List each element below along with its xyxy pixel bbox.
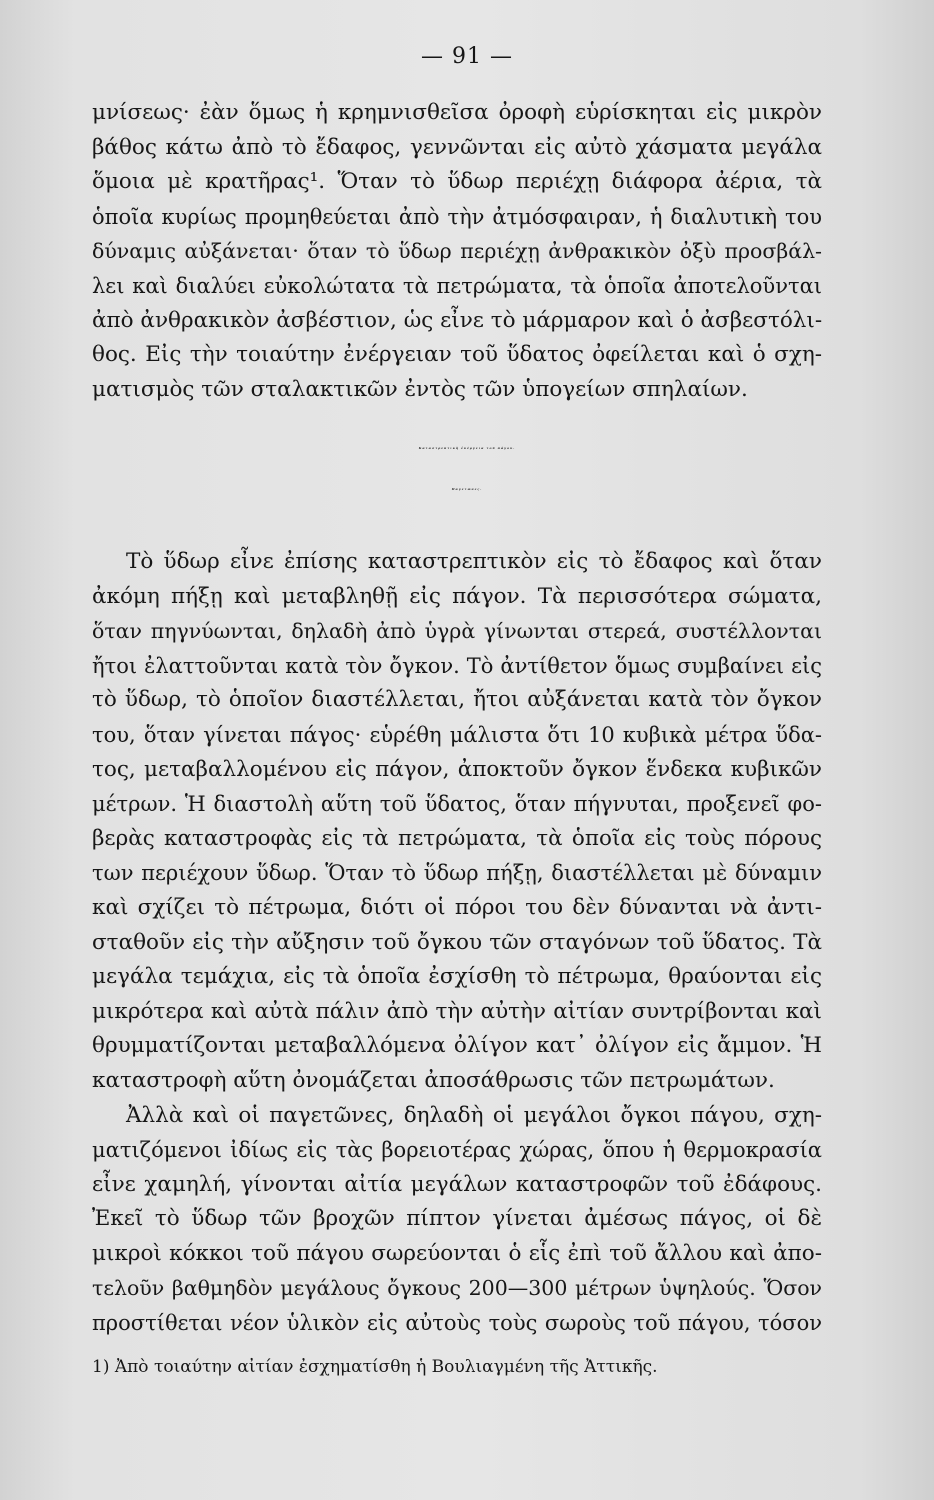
text-line: ἀκόμη πήξῃ καὶ μεταβληθῇ εἰς πάγον. Τὰ περισσότερα σώματα, (92, 583, 822, 609)
text-line: τος, μεταβαλλομένου εἰς πάγον, ἀποκτοῦν ὄγκον ἕνδεκα κυβικῶν (92, 756, 822, 782)
text-line: ἀπὸ ἀνθρακικὸν ἀσβέστιον, ὡς εἶνε τὸ μάρμαρον καὶ ὁ ἀσβεστόλι- (92, 307, 823, 333)
text-line: μέτρων. Ἡ διαστολὴ αὕτη τοῦ ὕδατος, ὅταν πήγνυται, προξενεῖ φο- (92, 792, 822, 817)
text-line: θρυμματίζονται μεταβαλλόμενα ὀλίγον κατ᾽ ὀλίγον εἰς ἄμμον. Ἡ (92, 1033, 822, 1059)
paragraph-2-and-3 (92, 545, 822, 1341)
text-line: τελοῦν βαθμηδὸν μεγάλους ὄγκους 200—300 μέτρων ὑψηλούς. Ὅσον (92, 1276, 822, 1301)
section-subheading: Παγετῶνες. (451, 487, 483, 491)
text-line: ματισμὸς τῶν σταλακτικῶν ἐντὸς τῶν ὑπογείων σπηλαίων. (92, 376, 748, 402)
text-line: των περιέχουν ὕδωρ. Ὅταν τὸ ὕδωρ πήξῃ, διαστέλλεται μὲ δύναμιν (92, 861, 822, 886)
text-line: Τὸ ὕδωρ εἶνε ἐπίσης καταστρεπτικὸν εἰς τὸ ἔδαφος καὶ ὅταν (126, 549, 822, 574)
text-line: τὸ ὕδωρ, τὸ ὁποῖον διαστέλλεται, ἤτοι αὐξάνεται κατὰ τὸν ὄγκον (92, 687, 822, 713)
text-line: μικρότερα καὶ αὐτὰ πάλιν ἀπὸ τὴν αὐτὴν αἰτίαν συντρίβονται καὶ (92, 998, 822, 1024)
text-line: θος. Εἰς τὴν τοιαύτην ἐνέργειαν τοῦ ὕδατος ὀφείλεται καὶ ὁ σχη- (92, 342, 822, 368)
text-line: ματιζόμενοι ἰδίως εἰς τὰς βορειοτέρας χώρας, ὅπου ἡ θερμοκρασία (92, 1138, 822, 1163)
text-line: μνίσεως· ἐὰν ὅμως ἡ κρημνισθεῖσα ὀροφὴ εὑρίσκηται εἰς μικρὸν (92, 100, 822, 125)
text-line: καὶ σχίζει τὸ πέτρωμα, διότι οἱ πόροι του δὲν δύνανται νὰ ἀντι- (92, 894, 822, 920)
text-line: μεγάλα τεμάχια, εἰς τὰ ὁποῖα ἐσχίσθη τὸ πέτρωμα, θραύονται εἰς (92, 964, 822, 990)
text-line: προστίθεται νέον ὑλικὸν εἰς αὐτοὺς τοὺς σωροὺς τοῦ πάγου, τόσον (92, 1311, 822, 1336)
text-line: Ἀλλὰ καὶ οἱ παγετῶνες, δηλαδὴ οἱ μεγάλοι ὄγκοι πάγου, σχη- (126, 1102, 822, 1128)
text-line: Ἐκεῖ τὸ ὕδωρ τῶν βροχῶν πίπτον γίνεται ἀμέσως πάγος, οἱ δὲ (92, 1206, 822, 1232)
text-line: καταστροφὴ αὕτη ὀνομάζεται ἀποσάθρωσις τῶν πετρωμάτων. (92, 1067, 775, 1093)
paragraph-1 (92, 96, 822, 407)
footnote: 1) Ἀπὸ τοιαύτην αἰτίαν ἐσχηματίσθη ἡ Βουλιαγμένη τῆς Ἀττικῆς. (92, 1357, 658, 1377)
text-line: ὅταν πηγνύωνται, δηλαδὴ ἀπὸ ὑγρὰ γίνωνται στερεά, συστέλλονται (92, 619, 822, 644)
page-number: — 91 — (421, 44, 513, 69)
text-line: βάθος κάτω ἀπὸ τὸ ἔδαφος, γεννῶνται εἰς αὐτὸ χάσματα μεγάλα (92, 134, 822, 160)
text-line: ὅμοια μὲ κρατῆρας¹. Ὅταν τὸ ὕδωρ περιέχῃ διάφορα ἀέρια, τὰ (92, 169, 822, 195)
text-line: σταθοῦν εἰς τὴν αὔξησιν τοῦ ὄγκου τῶν σταγόνων τοῦ ὕδατος. Τὰ (92, 929, 822, 955)
text-line: ἤτοι ἐλαττοῦνται κατὰ τὸν ὄγκον. Τὸ ἀντίθετον ὅμως συμβαίνει εἰς (92, 653, 822, 678)
text-line: μικροὶ κόκκοι τοῦ πάγου σωρεύονται ὁ εἷς ἐπὶ τοῦ ἄλλου καὶ ἀπο- (92, 1240, 822, 1266)
text-line: του, ὅταν γίνεται πάγος· εὑρέθη μάλιστα ὅτι 10 κυβικὰ μέτρα ὕδα- (92, 722, 822, 747)
text-line: δύναμις αὐξάνεται· ὅταν τὸ ὕδωρ περιέχῃ ἀνθρακικὸν ὀξὺ προσβάλ- (92, 239, 822, 264)
text-line: ὁποῖα κυρίως προμηθεύεται ἀπὸ τὴν ἀτμόσφαιραν, ἡ διαλυτικὴ του (92, 204, 822, 229)
text-line: εἶνε χαμηλή, γίνονται αἰτία μεγάλων καταστροφῶν τοῦ ἐδάφους. (92, 1171, 822, 1197)
section-heading: Καταστρεπτικὴ ἐνέργεια τοῦ πάγου. (418, 446, 516, 450)
text-line: βερὰς καταστροφὰς εἰς τὰ πετρώματα, τὰ ὁποῖα εἰς τοὺς πόρους (92, 825, 822, 851)
text-line: λει καὶ διαλύει εὐκολώτατα τὰ πετρώματα, τὰ ὁποῖα ἀποτελοῦνται (92, 273, 822, 298)
